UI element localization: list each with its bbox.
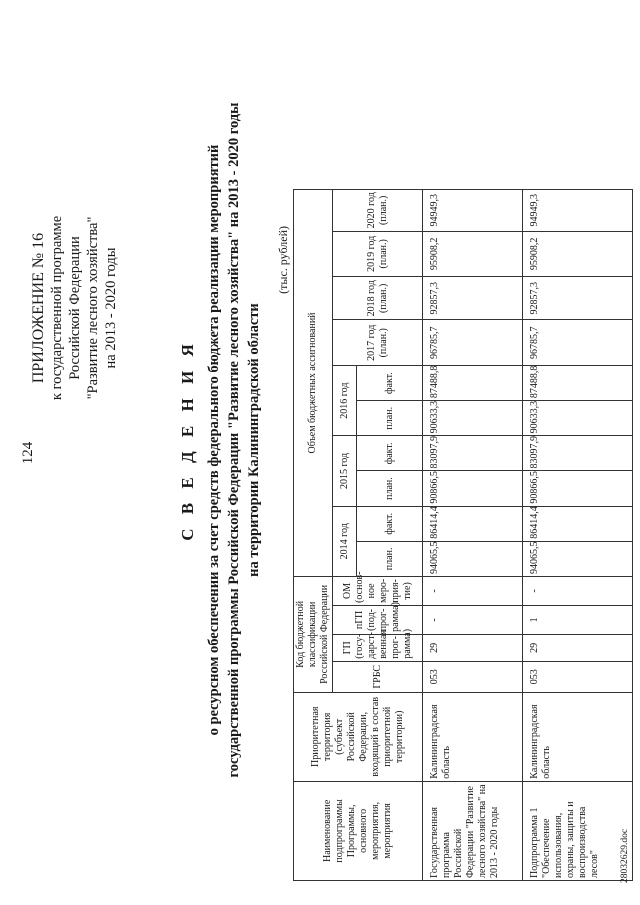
title-line: государственной программы Российской Федерации "Развитие лесного хозяйства" на 2013 - 2020 годы	[226, 102, 242, 778]
title-line: на территории Калининградской области	[246, 303, 262, 577]
cell-value: 87488,8	[523, 366, 633, 401]
appendix-line: "Развитие лесного хозяйства"	[85, 216, 101, 400]
header-budget-code: Код бюджетной классификации Российской Федерации	[294, 576, 333, 692]
appendix-line: к государственной программе	[49, 215, 65, 401]
cell-territory: Калининградская область	[423, 692, 523, 781]
cell-value: 92857,3	[423, 277, 523, 320]
cell-gp: 29	[423, 634, 523, 661]
cell-pgp: 1	[523, 605, 633, 634]
budget-table	[293, 189, 633, 881]
header-gp: ГП (госу-дарст-венная прог-рамма)	[333, 634, 423, 661]
cell-pgp: -	[423, 605, 523, 634]
table-row	[423, 190, 523, 881]
cell-value: 86414,4	[523, 506, 633, 541]
cell-value: 92857,3	[523, 277, 633, 320]
cell-value: 94065,5	[523, 541, 633, 576]
header-2018: 2018 год (план.)	[333, 277, 423, 320]
title-block	[178, 95, 264, 785]
title-line: о ресурсном обеспечении за счет средств федерального бюджета реализации мероприятий	[206, 144, 222, 736]
cell-gp: 29	[523, 634, 633, 661]
cell-value: 95908,2	[523, 231, 633, 277]
cell-value: 95908,2	[423, 231, 523, 277]
header-fact: факт.	[357, 506, 423, 541]
cell-grbs: 053	[523, 661, 633, 692]
cell-value: 96785,7	[523, 320, 633, 366]
header-pgp: пГП (под-прог-рамма)	[333, 605, 423, 634]
header-2014: 2014 год	[333, 506, 357, 576]
header-2015: 2015 год	[333, 436, 357, 506]
cell-territory: Калининградская область	[523, 692, 633, 781]
cell-value: 94949,3	[423, 190, 523, 232]
header-om: ОМ (основ-ное меро-прия-тие)	[333, 576, 423, 605]
header-2016: 2016 год	[333, 366, 357, 436]
cell-name: Подпрограмма 1 "Обеспечение использования, охраны, защиты и воспроизводства лесов"	[523, 781, 633, 880]
header-grbs: ГРБС	[333, 661, 423, 692]
header-2017: 2017 год (план.)	[333, 320, 423, 366]
header-volume: Объем бюджетных ассигнований	[294, 190, 333, 577]
cell-value: 86414,4	[423, 506, 523, 541]
header-2019: 2019 год (план.)	[333, 231, 423, 277]
cell-om: -	[423, 576, 523, 605]
cell-value: 90633,3	[423, 401, 523, 436]
cell-value: 90866,5	[423, 471, 523, 506]
header-name: Наименование подпрограммы Программы, основного мероприятия, мероприятия	[294, 781, 423, 880]
cell-value: 96785,7	[423, 320, 523, 366]
cell-grbs: 053	[423, 661, 523, 692]
header-plan: план.	[357, 401, 423, 436]
footer-doc-code: 28032629.doc	[620, 828, 630, 883]
doc-title: С В Е Д Е Н И Я	[178, 339, 197, 541]
appendix-number: ПРИЛОЖЕНИЕ № 16	[30, 232, 47, 384]
cell-value: 94949,3	[523, 190, 633, 232]
cell-value: 90866,5	[523, 471, 633, 506]
appendix-line: на 2013 - 2020 годы	[103, 247, 119, 369]
cell-value: 87488,8	[423, 366, 523, 401]
header-fact: факт.	[357, 366, 423, 401]
header-2020: 2020 год (план.)	[333, 190, 423, 232]
cell-value: 90633,3	[523, 401, 633, 436]
appendix-line: Российской Федерации	[67, 236, 83, 380]
cell-value: 83097,9	[523, 436, 633, 471]
header-plan: план.	[357, 471, 423, 506]
table-row	[523, 190, 633, 881]
page-number: 124	[20, 441, 36, 465]
cell-value: 94065,5	[423, 541, 523, 576]
cell-om: -	[523, 576, 633, 605]
cell-value: 83097,9	[423, 436, 523, 471]
appendix-block	[30, 168, 120, 448]
header-plan: план.	[357, 541, 423, 576]
cell-name: Государственная программа Российской Федерации "Развитие лесного хозяйства" на 2013 - 2020 годы	[423, 781, 523, 880]
header-fact: факт.	[357, 436, 423, 471]
header-territory: Приоритетная территория (субъект Российской Федерации, входящий в состав приоритетной территории)	[294, 692, 423, 781]
units-label: (тыс. рублей)	[276, 226, 290, 294]
